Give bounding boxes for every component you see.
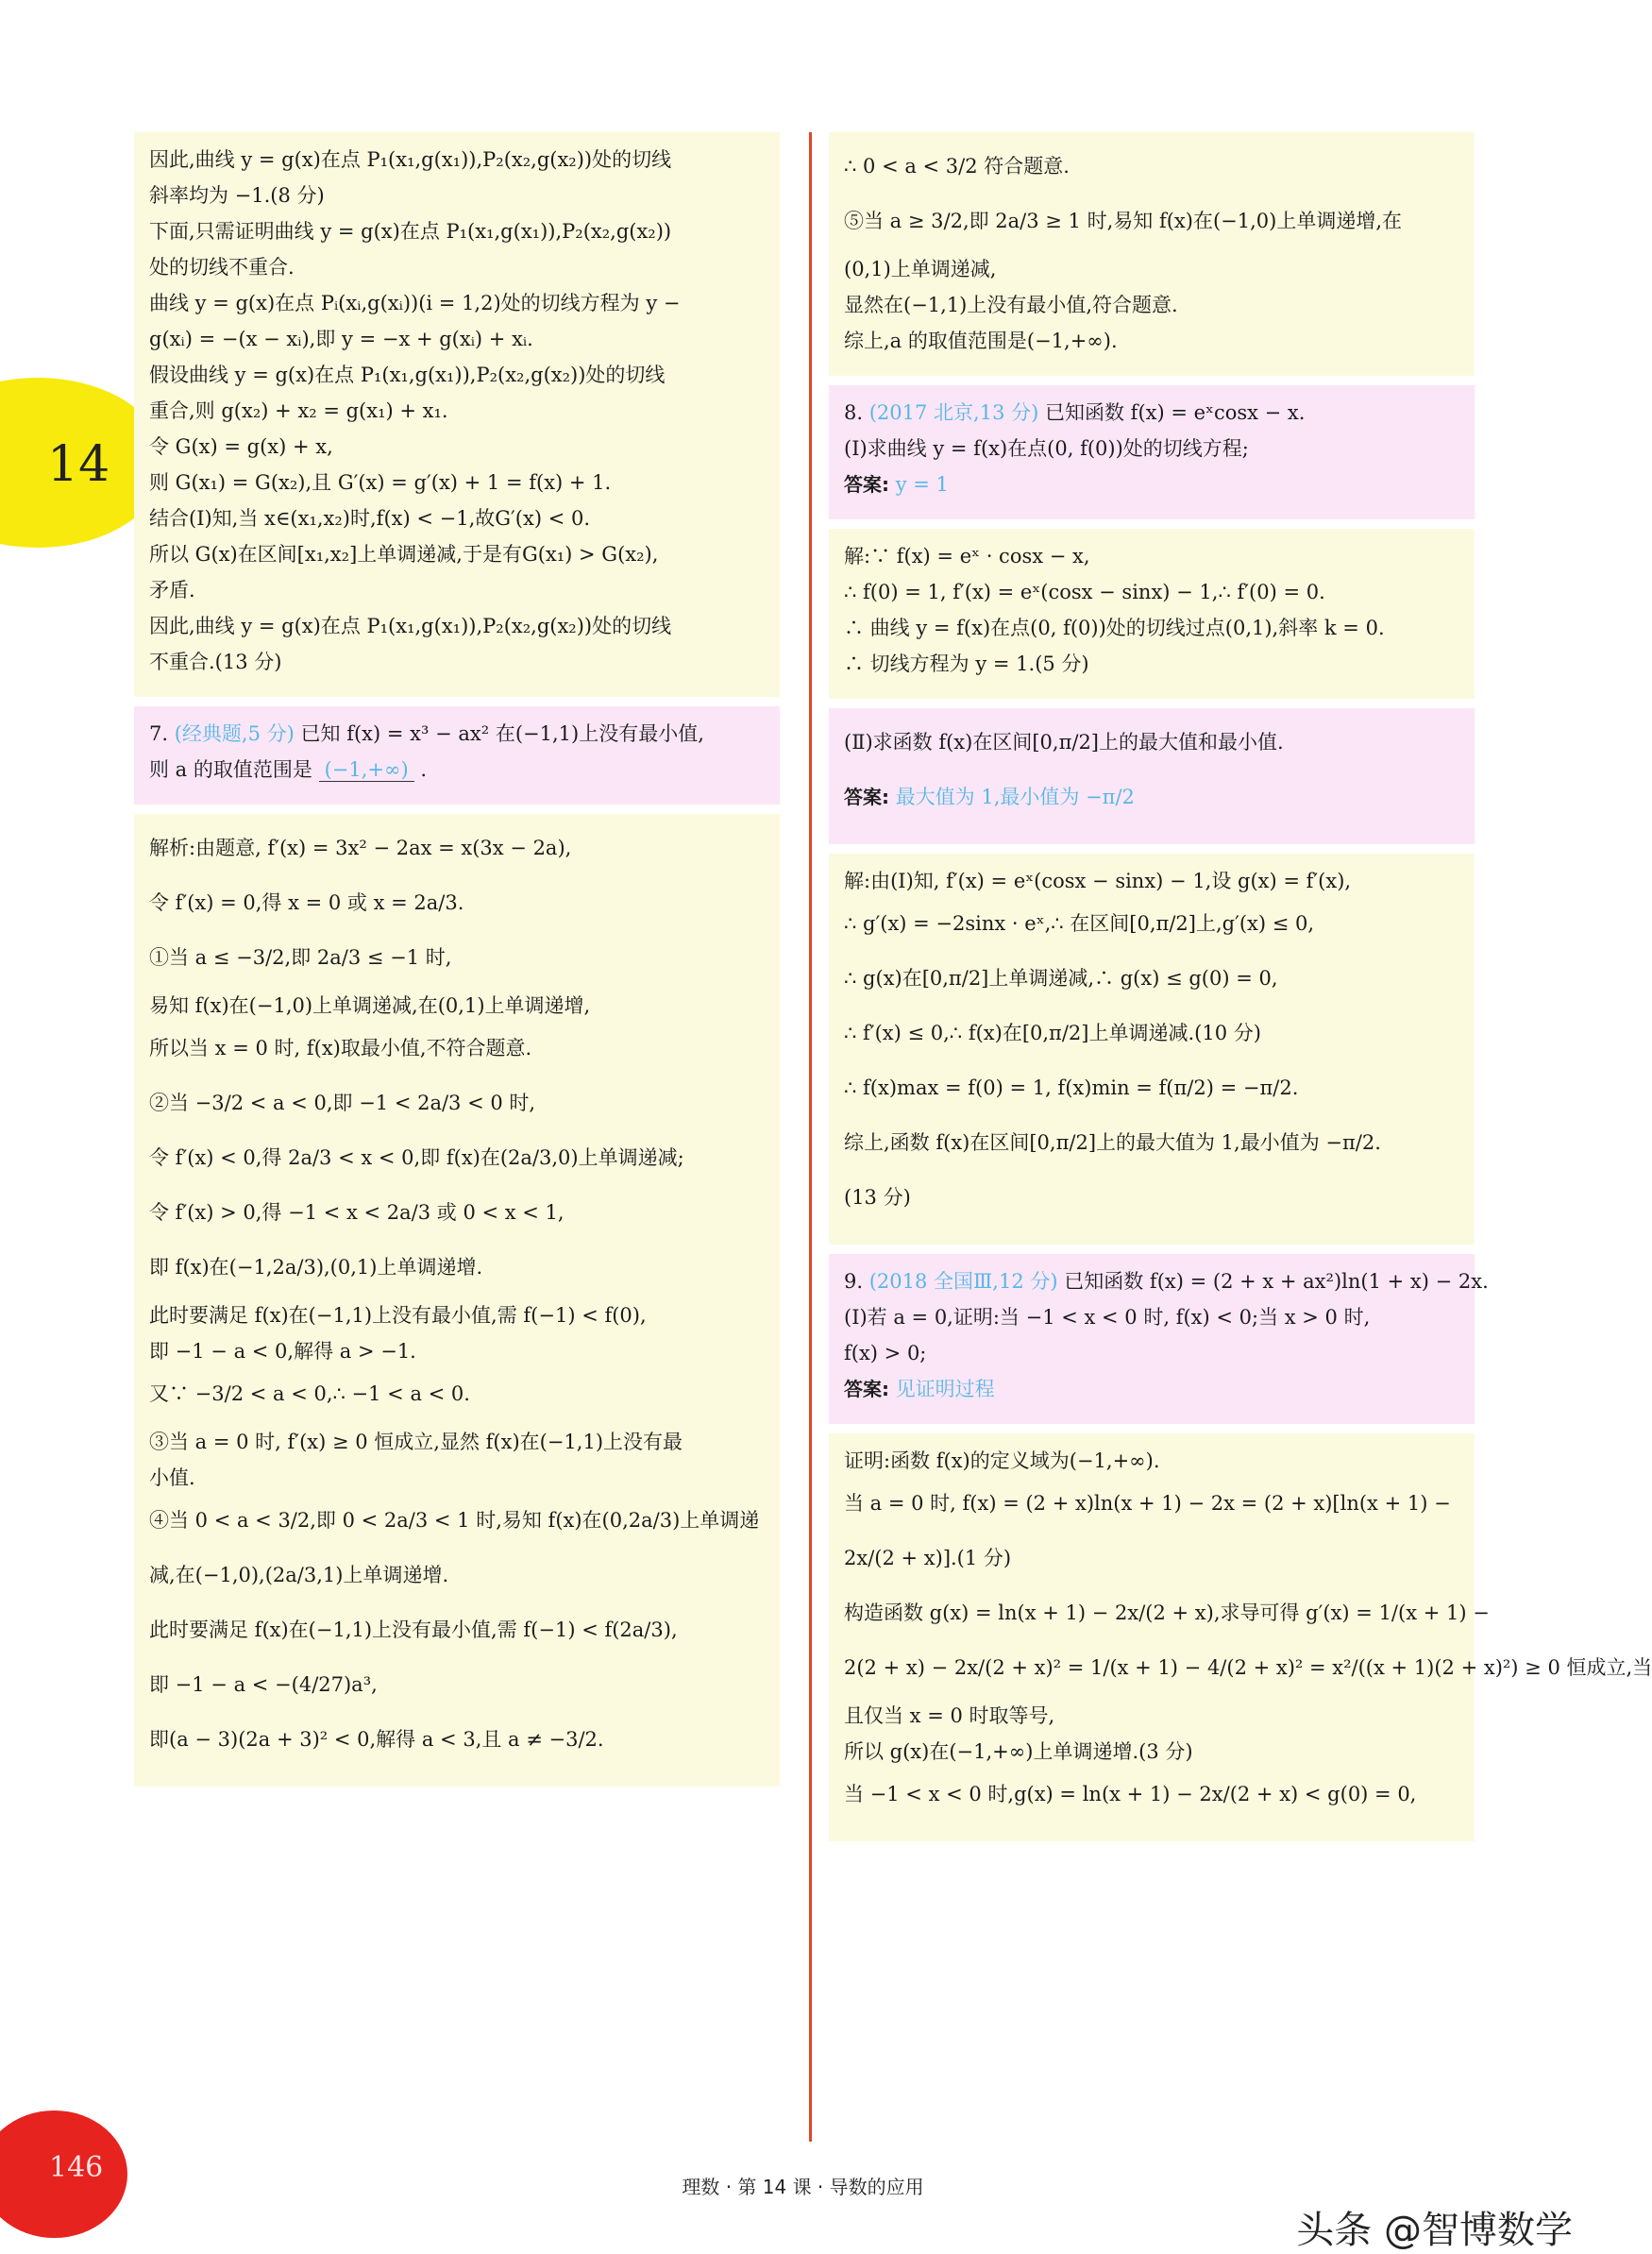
text-line: 综上,函数 f(x)在区间[0,π/2]上的最大值为 1,最小值为 −π/2. [844, 1131, 1381, 1154]
question-9-box [829, 1254, 1489, 1424]
text-line: 即 −1 − a < 0,解得 a > −1. [149, 1340, 416, 1363]
text-line: ②当 −3/2 < a < 0,即 −1 < 2a/3 < 0 时, [149, 1092, 536, 1114]
text-line: 令 f′(x) = 0,得 x = 0 或 x = 2a/3. [149, 891, 464, 914]
text-line: 显然在(−1,1)上没有最小值,符合题意. [844, 294, 1178, 316]
text-line: 此时要满足 f(x)在(−1,1)上没有最小值,需 f(−1) < f(2a/3), [149, 1618, 678, 1641]
question-9-line-1 [844, 1267, 1489, 1296]
question-9-part-1-cont: f(x) > 0; [844, 1342, 927, 1364]
text-line: ∴ 曲线 y = f(x)在点(0, f(0))处的切线过点(0,1),斜率 k = 0. [844, 617, 1385, 639]
text-line: ∴ 0 < a < 3/2 符合题意. [844, 155, 1070, 178]
question-8-box [829, 385, 1475, 519]
question-text: 已知 f(x) = x³ − ax² 在(−1,1)上没有最小值, [300, 722, 704, 745]
question-text: 已知函数 f(x) = (2 + x + ax²)ln(1 + x) − 2x. [1064, 1270, 1489, 1293]
text-line: 因此,曲线 y = g(x)在点 P₁(x₁,g(x₁)),P₂(x₂,g(x₂))处的切线 [149, 615, 672, 637]
text-line: 所以 G(x)在区间[x₁,x₂]上单调递减,于是有G(x₁) > G(x₂), [149, 543, 659, 566]
question-8-part-2: (Ⅱ)求函数 f(x)在区间[0,π/2]上的最大值和最小值. [844, 731, 1284, 754]
text-line: 2x/(2 + x)].(1 分) [844, 1547, 1012, 1569]
text-line: 解:由(Ⅰ)知, f′(x) = eˣ(cosx − sinx) − 1,设 g(x) = f′(x), [844, 870, 1352, 892]
text-line: 则 G(x₁) = G(x₂),且 G′(x) = g′(x) + 1 = f(x) + 1. [149, 471, 612, 494]
answer-line [844, 470, 1459, 499]
question-7-box [134, 706, 780, 805]
text-line: 此时要满足 f(x)在(−1,1)上没有最小值,需 f(−1) < f(0), [149, 1304, 647, 1327]
answer-line [844, 776, 1459, 818]
text-line: 斜率均为 −1.(8 分) [149, 184, 325, 207]
page-number: 146 [49, 2151, 104, 2184]
text-line: 解析:由题意, f′(x) = 3x² − 2ax = x(3x − 2a), [149, 837, 572, 859]
question-8b-box [829, 708, 1475, 844]
question-source: (2017 北京,13 分) [868, 401, 1039, 424]
left-column [134, 132, 780, 1796]
text-line: 解:∵ f(x) = eˣ · cosx − x, [844, 545, 1090, 568]
solution-9-box [829, 1433, 1652, 1841]
text-line: ④当 0 < a < 3/2,即 0 < 2a/3 < 1 时,易知 f(x)在(0,2a/3)上单调递 [149, 1509, 760, 1532]
question-8-part-1: (Ⅰ)求曲线 y = f(x)在点(0, f(0))处的切线方程; [844, 437, 1249, 460]
text-line: ∴ g(x)在[0,π/2]上单调递减,∴ g(x) ≤ g(0) = 0, [844, 967, 1278, 990]
question-source: (经典题,5 分) [174, 722, 295, 745]
question-text: 则 a 的取值范围是 [149, 758, 312, 781]
text-line: ⑤当 a ≥ 3/2,即 2a/3 ≥ 1 时,易知 f(x)在(−1,0)上单调递增,在 [844, 210, 1402, 232]
text-line: 综上,a 的取值范围是(−1,+∞). [844, 330, 1118, 352]
answer-value: 最大值为 1,最小值为 −π/2 [895, 786, 1135, 808]
solution-7-box [134, 814, 780, 1787]
answer-value: 见证明过程 [895, 1378, 995, 1400]
question-7-line-2 [149, 755, 765, 784]
answer-label: 答案: [844, 1378, 889, 1400]
question-text: 已知函数 f(x) = eˣcosx − x. [1045, 401, 1306, 424]
text-line: 当 −1 < x < 0 时,g(x) = ln(x + 1) − 2x/(2 + x) < g(0) = 0, [844, 1783, 1417, 1805]
solution-7-continued-box [829, 132, 1475, 376]
text-line: 曲线 y = g(x)在点 Pᵢ(xᵢ,g(xᵢ))(i = 1,2)处的切线方程为 y − [149, 292, 681, 314]
text-line: 因此,曲线 y = g(x)在点 P₁(x₁,g(x₁)),P₂(x₂,g(x₂))处的切线 [149, 148, 672, 171]
text-line: ∴ f(0) = 1, f′(x) = eˣ(cosx − sinx) − 1,∴ f′(0) = 0. [844, 581, 1325, 603]
solution-8b-box [829, 854, 1475, 1245]
watermark: 头条 @智博数学 [1296, 2209, 1573, 2252]
solution-8a-box [829, 529, 1475, 699]
text-line: 假设曲线 y = g(x)在点 P₁(x₁,g(x₁)),P₂(x₂,g(x₂))处的切线 [149, 364, 666, 386]
text-line: 重合,则 g(x₂) + x₂ = g(x₁) + x₁. [149, 399, 448, 422]
text-line: 所以当 x = 0 时, f(x)取最小值,不符合题意. [149, 1037, 532, 1059]
text-line: ③当 a = 0 时, f′(x) ≥ 0 恒成立,显然 f(x)在(−1,1)上没有最 [149, 1431, 683, 1453]
text-line: g(xᵢ) = −(x − xᵢ),即 y = −x + g(xᵢ) + xᵢ. [149, 328, 533, 350]
text-line: 令 f′(x) < 0,得 2a/3 < x < 0,即 f(x)在(2a/3,0)上单调递减; [149, 1146, 684, 1169]
text-line: ∴ f′(x) ≤ 0,∴ f(x)在[0,π/2]上单调递减.(10 分) [844, 1022, 1261, 1044]
text-line: 当 a = 0 时, f(x) = (2 + x)ln(x + 1) − 2x = (2 + x)[ln(x + 1) − [844, 1492, 1451, 1515]
text-line: 易知 f(x)在(−1,0)上单调递减,在(0,1)上单调递增, [149, 994, 591, 1017]
answer-label: 答案: [844, 473, 889, 496]
text-line: 令 f′(x) > 0,得 −1 < x < 2a/3 或 0 < x < 1, [149, 1201, 565, 1224]
question-number: 9. [844, 1270, 864, 1293]
proof-continuation-box [134, 132, 780, 697]
text-line: ①当 a ≤ −3/2,即 2a/3 ≤ −1 时, [149, 946, 452, 969]
text-line: 令 G(x) = g(x) + x, [149, 435, 333, 458]
text-line: (13 分) [844, 1186, 911, 1209]
text-line: ∴ f(x)max = f(0) = 1, f(x)min = f(π/2) = −π/2. [844, 1076, 1299, 1099]
text-line: 所以 g(x)在(−1,+∞)上单调递增.(3 分) [844, 1740, 1193, 1763]
question-8-line-1 [844, 398, 1459, 427]
text-line: 减,在(−1,0),(2a/3,1)上单调递增. [149, 1564, 449, 1586]
text-line: 且仅当 x = 0 时取等号, [844, 1704, 1055, 1727]
text-line: 证明:函数 f(x)的定义域为(−1,+∞). [844, 1449, 1160, 1472]
text-line: 即 f(x)在(−1,2a/3),(0,1)上单调递增. [149, 1256, 483, 1279]
chapter-number: 14 [47, 436, 110, 493]
question-9-part-1: (Ⅰ)若 a = 0,证明:当 −1 < x < 0 时, f(x) < 0;当 x > 0 时, [844, 1306, 1371, 1329]
text-line: ∴ 切线方程为 y = 1.(5 分) [844, 652, 1089, 675]
text-line: 即 −1 − a < −(4/27)a³, [149, 1673, 378, 1696]
text-line: 处的切线不重合. [149, 256, 295, 279]
column-divider [809, 132, 812, 2142]
answer-line [844, 1375, 1459, 1403]
question-source: (2018 全国Ⅲ,12 分) [868, 1270, 1058, 1293]
text-line: 下面,只需证明曲线 y = g(x)在点 P₁(x₁,g(x₁)),P₂(x₂,g(x₂)) [149, 220, 672, 243]
text-line: (0,1)上单调递减, [844, 258, 997, 280]
question-number: 8. [844, 401, 864, 424]
question-7-line-1 [149, 720, 765, 748]
text-line: 又∵ −3/2 < a < 0,∴ −1 < a < 0. [149, 1382, 470, 1405]
answer-value: y = 1 [895, 473, 949, 496]
question-number: 7. [149, 722, 169, 745]
text-line: 构造函数 g(x) = ln(x + 1) − 2x/(2 + x),求导可得 g′(x) = 1/(x + 1) − [844, 1602, 1490, 1624]
answer-label: 答案: [844, 786, 889, 808]
page-footer: 理数 · 第 14 课 · 导数的应用 [682, 2176, 924, 2198]
text-line: 结合(Ⅰ)知,当 x∈(x₁,x₂)时,f(x) < −1,故G′(x) < 0. [149, 507, 591, 530]
text-line: 小值. [149, 1466, 195, 1489]
text-line: 不重合.(13 分) [149, 651, 282, 673]
text-line: 即(a − 3)(2a + 3)² < 0,解得 a < 3,且 a ≠ −3/2. [149, 1728, 604, 1751]
right-column [829, 132, 1652, 1851]
question-end: . [420, 758, 428, 781]
text-line: 矛盾. [149, 579, 195, 602]
answer-blank: (−1,+∞) [319, 758, 414, 782]
text-line: ∴ g′(x) = −2sinx · eˣ,∴ 在区间[0,π/2]上,g′(x) ≤ 0, [844, 912, 1315, 935]
text-line: 2(2 + x) − 2x/(2 + x)² = 1/(x + 1) − 4/(2 + x)² = x²/((x + 1)(2 + x)²) ≥ 0 恒成立,当 [844, 1656, 1652, 1679]
